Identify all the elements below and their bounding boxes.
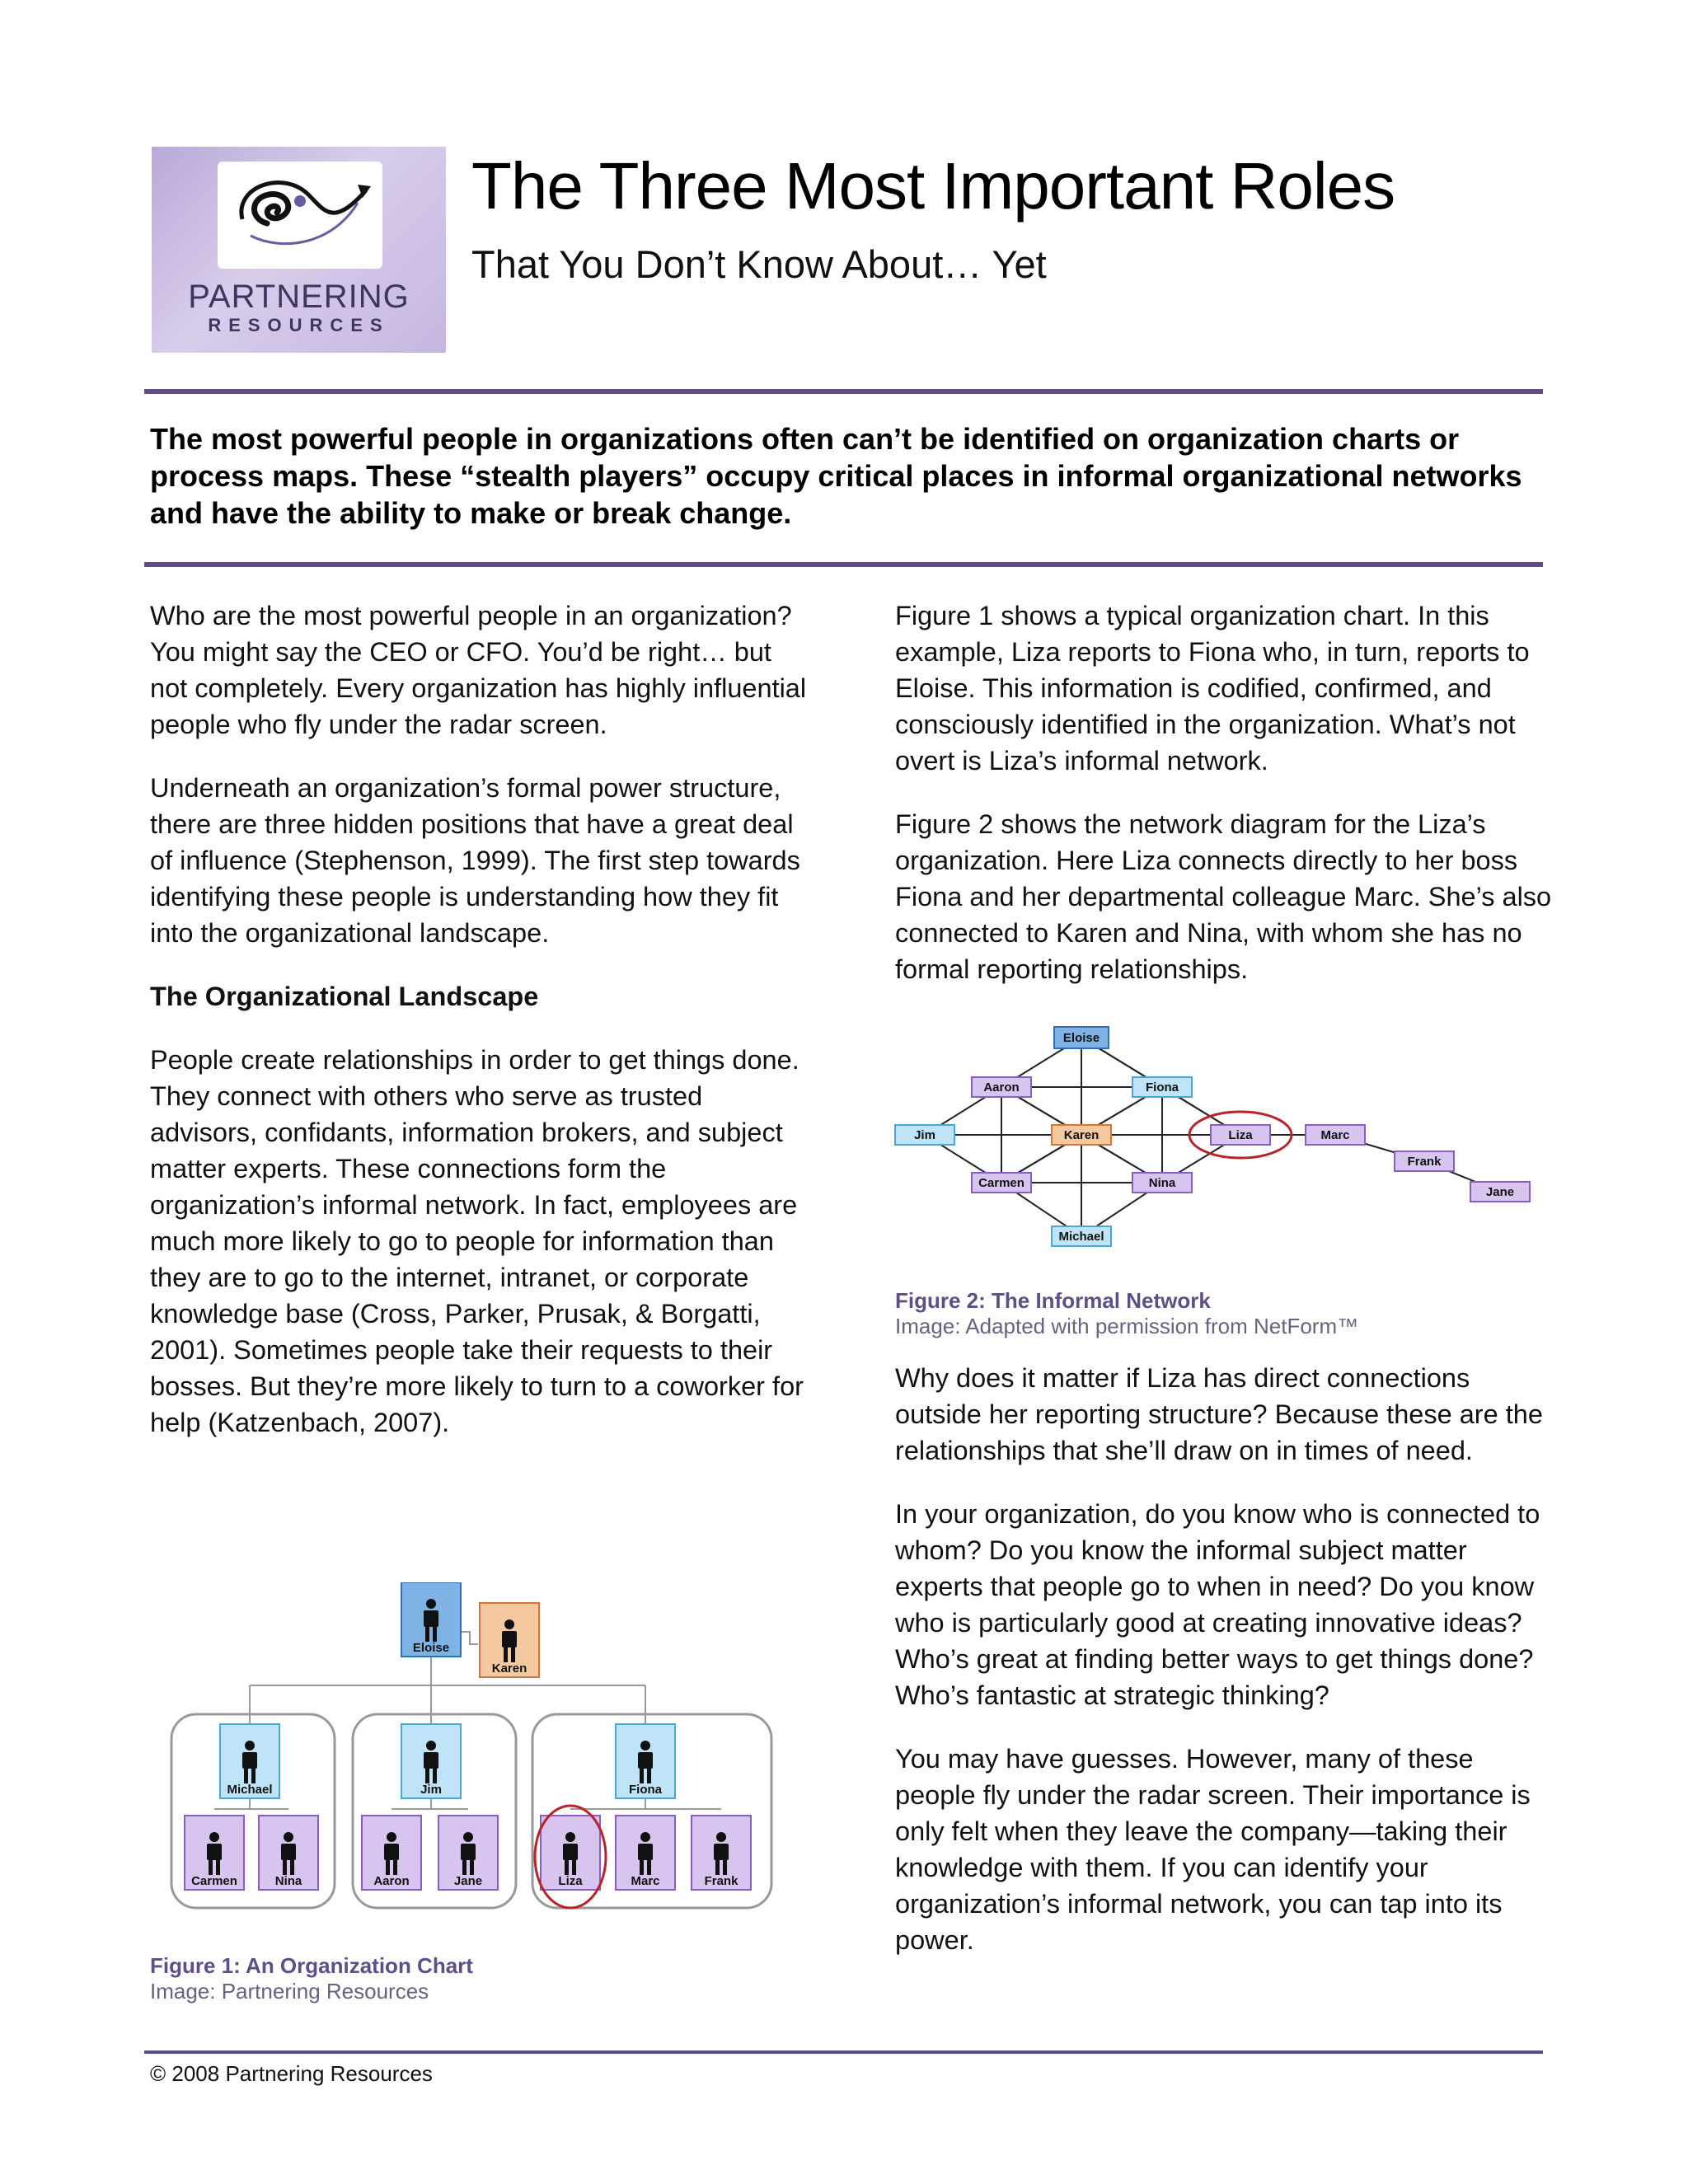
left-paragraph-2: Underneath an organization’s formal power structure, there are three hidden positions that have a great deal of influence (Stephenson, 1999). The first step towards identifying these people is understanding how they fit into the organizational landscape. — [150, 773, 800, 948]
svg-text:Liza: Liza — [558, 1874, 583, 1888]
org-node-aaron — [362, 1816, 421, 1890]
left-paragraph-3: People create relationships in order to get things done. They connect with others who serve as trusted advisors, confidants, information brokers, and subject matter experts. These connections form the organization’s informal network. In fact, employees are much more likely to go to people for information than they are to go to the internet, intranet, or corporate knowledge base (Cross, Parker, Prusak, & Borgatti, 2001). Sometimes people take their requests to their bosses. But they’re more likely to turn to a coworker for help (Katzenbach, 2007). — [150, 1045, 804, 1437]
page-title: The Three Most Important Roles — [471, 149, 1395, 223]
svg-text:Karen: Karen — [1063, 1128, 1100, 1142]
svg-text:Eloise: Eloise — [412, 1641, 450, 1655]
left-column — [150, 598, 809, 1468]
net-node-michael — [1052, 1226, 1111, 1246]
section-heading: The Organizational Landscape — [150, 982, 539, 1011]
svg-text:Fiona: Fiona — [1146, 1080, 1179, 1094]
partnering-resources-logo — [152, 147, 446, 353]
footer-divider — [144, 2050, 1543, 2054]
right-paragraph-2: Figure 2 shows the network diagram for the Liza’s organization. Here Liza connects directly to her boss Fiona and her departmental colleague Marc. She’s also connected to Karen and Nina, with whom she has no formal reporting relationships. — [895, 809, 1552, 984]
org-node-eloise — [401, 1582, 461, 1657]
svg-text:Michael: Michael — [227, 1783, 273, 1797]
net-node-aaron — [972, 1077, 1031, 1097]
right-column-lower — [895, 1360, 1554, 1985]
left-paragraph-1: Who are the most powerful people in an organization? You might say the CEO or CFO. You’d be right… but not completely. Every organization has highly influential people who fly under the radar screen. — [150, 601, 807, 739]
figure-2-caption-source: Image: Adapted with permission from NetForm™ — [895, 1314, 1359, 1338]
org-node-karen — [480, 1603, 539, 1677]
org-node-fiona — [616, 1724, 675, 1798]
logo-swirl-icon — [218, 162, 382, 269]
svg-text:Aaron: Aaron — [983, 1080, 1020, 1094]
svg-text:Jane: Jane — [453, 1874, 483, 1888]
svg-text:Karen: Karen — [491, 1661, 528, 1675]
net-node-marc — [1306, 1125, 1365, 1145]
svg-text:Fiona: Fiona — [629, 1783, 662, 1797]
right-paragraph-3: Why does it matter if Liza has direct connections outside her reporting structure? Because these are the relationships that she’ll draw on in times of need. — [895, 1363, 1543, 1465]
org-node-liza — [541, 1816, 600, 1890]
net-node-karen — [1052, 1125, 1111, 1145]
net-node-nina — [1132, 1173, 1192, 1193]
org-node-michael — [220, 1724, 279, 1798]
figure-1-caption-source: Image: Partnering Resources — [150, 1979, 429, 2004]
svg-text:Aaron: Aaron — [373, 1874, 410, 1888]
net-node-carmen — [972, 1173, 1031, 1193]
svg-text:Nina: Nina — [1148, 1176, 1176, 1190]
right-paragraph-1: Figure 1 shows a typical organization chart. In this example, Liza reports to Fiona who, in turn, reports to Eloise. This information is codified, confirmed, and consciously identified in the organization. What’s not overt is Liza’s informal network. — [895, 601, 1530, 776]
net-node-jim — [895, 1125, 954, 1145]
org-node-frank — [692, 1816, 751, 1890]
svg-text:Carmen: Carmen — [978, 1176, 1025, 1190]
svg-text:Liza: Liza — [1228, 1128, 1253, 1142]
svg-text:Frank: Frank — [1407, 1155, 1442, 1169]
right-paragraph-5: You may have guesses. However, many of these people fly under the radar screen. Their importance is only felt when they leave the company—taking their knowledge with them. If you can identify your organization’s informal network, you can tap into its power. — [895, 1744, 1531, 1955]
svg-text:Frank: Frank — [704, 1874, 738, 1888]
figure-2-caption — [895, 1288, 1358, 1339]
logo-word-resources: RESOURCES — [208, 315, 390, 335]
footer-copyright: © 2008 Partnering Resources — [150, 2061, 433, 2086]
org-node-nina — [259, 1816, 318, 1890]
org-node-jane — [438, 1816, 498, 1890]
intro-summary: The most powerful people in organizations often can’t be identified on organization charts or process maps. These “stealth players” occupy critical places in informal organizational networks and have the ability to make or break change. — [150, 422, 1522, 530]
intro-divider — [144, 562, 1543, 567]
svg-text:Michael: Michael — [1058, 1230, 1104, 1244]
svg-text:Jim: Jim — [420, 1783, 442, 1797]
top-divider — [144, 389, 1543, 394]
figure-1-org-chart — [165, 1582, 775, 1929]
net-node-eloise — [1054, 1027, 1109, 1048]
svg-text:Jane: Jane — [1485, 1185, 1515, 1199]
figure-1-caption — [150, 1953, 473, 2004]
logo-word-partnering: PARTNERING — [188, 279, 410, 315]
right-paragraph-4: In your organization, do you know who is connected to whom? Do you know the informal subject matter experts that people go to when in need? Do you know who is particularly good at creating innovative ideas? Who’s great at finding better ways to get things done? Who’s fantastic at strategic thinking? — [895, 1499, 1540, 1710]
figure-2-caption-title: Figure 2: The Informal Network — [895, 1288, 1211, 1313]
net-node-liza — [1211, 1125, 1270, 1145]
right-column — [895, 598, 1554, 1015]
svg-text:Eloise: Eloise — [1062, 1031, 1100, 1045]
net-node-fiona — [1132, 1077, 1192, 1097]
svg-text:Marc: Marc — [631, 1874, 660, 1888]
figure-1-caption-title: Figure 1: An Organization Chart — [150, 1953, 473, 1978]
figure-2-network-diagram — [890, 1018, 1550, 1265]
net-node-jane — [1470, 1182, 1530, 1202]
org-node-marc — [616, 1816, 675, 1890]
page-subtitle: That You Don’t Know About… Yet — [471, 242, 1047, 286]
svg-text:Jim: Jim — [914, 1128, 935, 1142]
org-node-jim — [401, 1724, 461, 1798]
svg-text:Marc: Marc — [1320, 1128, 1350, 1142]
org-node-carmen — [185, 1816, 244, 1890]
svg-text:Nina: Nina — [274, 1874, 302, 1888]
svg-text:Carmen: Carmen — [191, 1874, 237, 1888]
net-node-frank — [1395, 1151, 1454, 1171]
